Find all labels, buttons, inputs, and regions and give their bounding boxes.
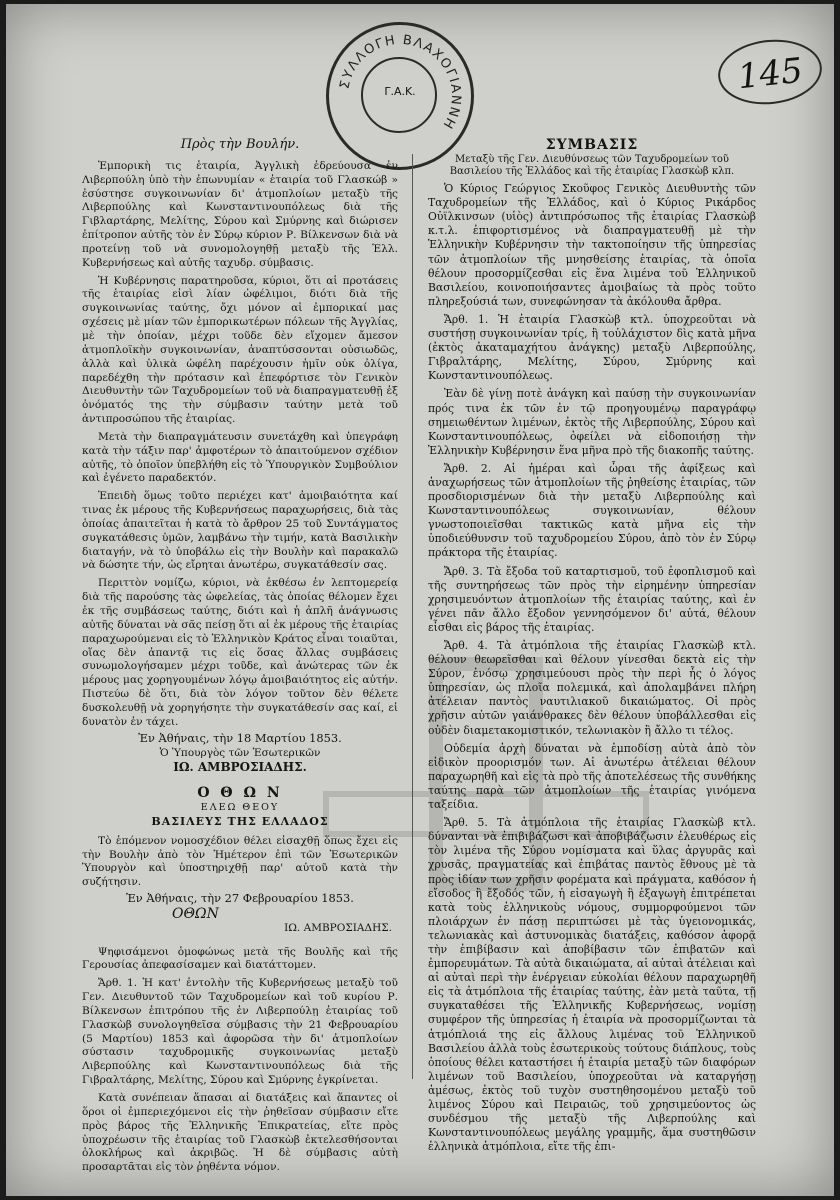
paragraph: Μετὰ τὴν διαπραγμάτευσιν συνετάχθη καὶ ὑπεγράφη κατὰ τὴν τάξιν παρ' ἀμφοτέρων τὸ ἀπαιτούμενον σχέδιον αὐτῆς, τὸ ὁποῖον ὑπεβλήθη εἰς τὸ Ὑπουργικὸν Συμβούλιον καὶ ἐγένετο παραδεκτόν. [82, 430, 398, 485]
paragraph: Ἄρθ. 3. Τὰ ἔξοδα τοῦ καταρτισμοῦ, τοῦ ἐφοπλισμοῦ καὶ τῆς συντηρήσεως τῶν πρὸς τὴν εἰρημένην ὑπηρεσίαν χρησιμευόντων ἀτμοπλοίων τῆς ἑταιρίας ταύτης, καὶ ἐν γένει πᾶν ἄλλο ἔξοδον γεννησόμενον δι' αὐτά, θέλουν εἶσθαι εἰς βάρος τῆς ἑταιρίας. [428, 564, 756, 634]
right-paragraphs [428, 182, 756, 1154]
paragraph: Ὁ Κύριος Γεώργιος Σκοῦφος Γενικὸς Διευθυντὴς τῶν Ταχυδρομείων τῆς Ἑλλάδος, καὶ ὁ Κύριος Ρικάρδος Οὐϊλκινσων (υἱὸς) ἀντιπρόσωπος τῆς ἑταιρίας Γλασκὼβ κ.τ.λ. ἐπιφορτισμένος νὰ διαπραγματευθῇ μὲ τὴν Ἑλληνικὴν Κυβέρνησιν τὴν τακτοποίησιν τῆς ὑπηρεσίας τῶν ἀτμοπλοίων τῆς μνησθείσης ἑταιρίας, τὰ ὁποῖα θέλουν προσορμίζεσθαι εἰς ἕνα λιμένα τοῦ Ἑλληνικοῦ Βασιλείου, κοινοποιήσαντες ἀμοιβαίως τὰ πρὸς τοῦτο πληρεξούσιά των, συνεφώνησαν τὰ ἀκόλουθα ἄρθρα. [428, 182, 756, 308]
stamp-center-text: Γ.Α.Κ. [384, 85, 416, 98]
right-subheading: Μεταξὺ τῆς Γεν. Διευθύνσεως τῶν Ταχυδρομείων τοῦ Βασιλείου τῆς Ἑλλάδος καὶ τῆς ἑταιρίας Γλασκὼβ κλπ. [449, 154, 735, 178]
paragraph: Ἄρθ. 4. Τὰ ἀτμόπλοια τῆς ἑταιρίας Γλασκὼβ κτλ. θέλουν θεωρεῖσθαι καὶ θέλουν γίνεσθαι δεκτὰ εἰς τὴν Σύρον, ἐνόσῳ χρησιμεύουσι πρὸς τὴν περὶ ἧς ὁ λόγος ὑπηρεσίαν, ὡς πλοῖα πολεμικά, καὶ ἀπολαμβάνει πλήρη ἀτέλειαν παντὸς ναυτιλιακοῦ δικαιώματος. Οἱ πρὸς χρῆσιν αὐτῶν γαιάνθρακες δὲν θέλουν ὑποβάλλεσθαι εἰς οὐδὲν διαμετακομιστικόν, τελωνιακὸν ἢ ἄλλο τι τέλος. [428, 639, 756, 737]
law-closing: Κατὰ συνέπειαν ἅπασαι αἱ διατάξεις καὶ ἅπαντες οἱ ὅροι οἱ ἐμπεριεχόμενοι εἰς τὴν ῥηθεῖσαν σύμβασιν εἴτε πρὸς βάρος τῆς Ἑλληνικῆς Ἐπικρατείας, εἴτε πρὸς ὑποχρέωσιν τῆς ἑταιρίας τοῦ Γλασκὼβ ἐκτελεσθήσονται ὁλοκλήρως καὶ ἀκριβῶς. Ἡ δὲ σύμβασις αὐτὴ προσαρτᾶται εἰς τὸν ῥηθέντα νόμον. [82, 1092, 398, 1174]
paragraph: Περιττὸν νομίζω, κύριοι, νὰ ἐκθέσω ἐν λεπτομερείᾳ διὰ τῆς παρούσης τὰς ὠφελείας, τὰς ὁποίας θέλομεν ἔχει ἐκ τῆς συμβάσεως ταύτης, διότι καὶ ἡ ἁπλῆ ἀνάγνωσις αὐτῆς δύναται νὰ σᾶς πείσῃ ὅτι αἱ ἐκ μέρους τῆς ἑταιρίας παραχωρούμεναι εἰς τὸ Ἑλληνικὸν Κράτος εἶναι τοιαῦται, οἵας δὲν ἀπαντᾷ τις εἰς ὅσας ἄλλας συμβάσεις συνωμολογήσαμεν μέχρι τοῦδε, καὶ ἀνώτερας τῶν ἐκ μέρους μας χορηγουμένων λόγῳ ἀμοιβαιότητος εἰς αὐτήν. Πιστεύω δὲ ὅτι, διὰ τὸν λόγον τοῦτον δὲν θέλετε δυσκολευθῇ νὰ χορηγήσητε τὴν συγκατάθεσίν σας καί, εἰ δυνατὸν ἐν τάχει. [82, 577, 398, 728]
right-heading: ΣΥΜΒΑΣΙΣ [545, 137, 639, 153]
left-column [82, 132, 398, 1175]
paragraph: Ἄρθ. 1. Ἡ ἑταιρία Γλασκὼβ κτλ. ὑποχρεοῦται νὰ συστήσῃ συγκοινωνίαν τρίς, ἢ τοὐλάχιστον δὶς κατὰ μῆνα (ἐκτὸς ἀκαταμαχήτου ἀνάγκης) μεταξὺ Λιβερπούλης, Γιβραλτάρης, Μελίτης, Σύρου, Σμύρνης καὶ Κωνσταντινουπόλεως. [428, 312, 756, 383]
date-line-2: Ἐν Ἀθήναις, τὴν 27 Φεβρουαρίου 1853. [126, 891, 354, 906]
minister-title: Ὁ Ὑπουργὸς τῶν Ἐσωτερικῶν [159, 747, 321, 760]
page-number-circle [715, 35, 825, 110]
king-title: ΒΑΣΙΛΕΥΣ ΤΗΣ ΕΛΛΑΔΟΣ [151, 814, 329, 828]
svg-text:ΣΥΛΛΟΓΗ ΒΛΑΧΟΓΙΑΝΝΗ: ΣΥΛΛΟΓΗ ΒΛΑΧΟΓΙΑΝΝΗ [337, 32, 464, 132]
paragraph: Ἡ Κυβέρνησις παρατηροῦσα, κύριοι, ὅτι αἱ προτάσεις τῆς ἑταιρίας εἰσὶ λίαν ὠφέλιμοι, διότι διὰ τῆς συγκοινωνίας ταύτης, ὄχι μόνον αἱ ἐμπορικαί μας σχέσεις μὲ μίαν τῶν ἐμπορικωτέρων πόλεων τῆς Ἀγγλίας, μὲ τὴν ὁποίαν, μέχρι τοῦδε δὲν εἴχομεν ἄμεσον ἀτμοπλοϊκὴν συγκοινωνίαν, ἀναπτύσσονται οὐσιωδῶς, ἀλλὰ καὶ ὑλικὰ ὠφέλη παρέχουσιν ἡμῖν οὐκ ὀλίγα, παρεδέχθη τὴν πρότασιν καὶ ἐπεφόρτισε τὸν Γενικὸν Διευθυντὴν τῶν Ταχυδρομείων τοῦ νὰ διαπραγματευθῇ ἐξ ὀνόματός της τὴν σύμβασιν ταύτην μετὰ τοῦ ἀντιπροσώπου τῆς ἑταιρίας. [82, 274, 398, 426]
right-column [428, 132, 756, 1154]
paragraph: Ἐπειδὴ ὅμως τοῦτο περιέχει κατ' ἀμοιβαιότητα καί τινας ἐκ μέρους τῆς Κυβερνήσεως παραχωρήσεις, διὰ τὰς ὁποίας ἀπαιτεῖται ἡ κατὰ τὸ ἄρθρον 25 τοῦ Συντάγματος συγκατάθεσις ὑμῶν, λαμβάνω τὴν τιμήν, κατὰ Βασιλικὴν διαταγήν, νὰ τὸ ὑποβάλω εἰς τὴν Βουλὴν καὶ παρακαλῶ νὰ δώσητε τήν, ὡς εἴρηται ἀνωτέρω, συγκατάθεσίν σας. [82, 490, 398, 572]
page-number: 145 [735, 50, 805, 98]
king-signature: ΟΘΩΝ [172, 905, 219, 922]
date-line-1: Ἐν Ἀθήναις, τὴν 18 Μαρτίου 1853. [138, 730, 342, 745]
paragraph: Ἐμπορικὴ τις ἑταιρία, Ἀγγλικὴ ἑδρεύουσα ἐν Λιβερπούλη ὑπὸ τὴν ἐπωνυμίαν « ἑταιρία τοῦ Γλασκώβ » ἐσύστησε συγκοινωνίαν δι' ἀτμοπλοίων μεταξὺ τῆς Λιβερπούλης καὶ Κωνσταντινουπόλεως διὰ τῆς Γιβλαρτάρης, Μελίτης, Σύρου καὶ Σμύρνης καὶ διώρισεν ἐπίτροπον αὐτῆς τὸν ἐν Σύρῳ κύριον Ρ. Βίλκενσων διὰ νὰ προτείνῃ τοῦ νὰ συνομολογηθῇ μεταξὺ τῆς Ἑλλ. Κυβερνήσεως καὶ αὐτῆς ταχυδρ. σύμβασις. [82, 159, 398, 269]
law-intro: Ψηφισάμενοι ὁμοφώνως μετὰ τῆς Βουλῆς καὶ τῆς Γερουσίας ἀπεφασίσαμεν καὶ διατάττομεν. [82, 945, 398, 972]
king-grace: ΕΛΕΩ ΘΕΟΥ [200, 801, 280, 813]
paragraph: Ἄρθ. 5. Τὰ ἀτμόπλοια τῆς ἑταιρίας Γλασκὼβ κτλ. δύνανται νὰ ἐπιβιβάζωσι καὶ ἀποβιβάζωσιν ἐλευθέρως εἰς τὸν λιμένα τῆς Σύρου νομίσματα καὶ ὕλας ἀργυρᾶς καὶ χρυσᾶς, πραγματείας καὶ ἐπιβάτας παντὸς ἔθνους μὲ τὰ πρὸς ἰδίαν των χρῆσιν φορέματα καὶ πράγματα, καθόσον ἡ εἴσοδος ἢ ἔξοδός τῶν, ἡ εἰσαγωγὴ ἢ ἐξαγωγὴ ἐπιτρέπεται κατὰ τοὺς ἑλληνικοὺς νόμους, συμμορφούμενοι τῶν πλοιάρχων ἐν πάσῃ περιπτώσει μὲ τὰς ὑγειονομικάς, τελωνιακὰς καὶ ἀστυνομικὰς διατάξεις, καθόσον ἀφορᾷ τὴν ἐπιβίβασιν καὶ ἀποβίβασιν τῶν ἐπιβατῶν καὶ ἐμπορευμάτων. Τὰ αὐτὰ δικαιώματα, αἱ αὐταὶ ἀτέλειαι καὶ αἱ αὐταὶ περὶ τὴν ἐνέργειαν εὐκολίαι θέλουν παραχωρηθῆ εἰς τὰ ἀτμόπλοια τῆς ἑταιρίας ταύτης, ἐὰν μετὰ ταῦτα, τῇ συγκαταθέσει τῆς Ἑλληνικῆς Κυβερνήσεως, νομίσῃ συμφέρον τῆς ὑπηρεσίας ἡ ἑταιρία νὰ προσορμίζωνται τὰ ἀτμόπλοιά της εἰς ἄλλους λιμένας τοῦ Ἑλληνικοῦ Βασιλείου ἀλλὰ τοὺς ἐσωτερικοὺς τούτους διάπλους, τοὺς ὁποίους θέλει καταστήσει ἡ ἑταιρία μεταξὺ τῶν διαφόρων λιμένων τοῦ Βασιλείου, ὑποχρεοῦται νὰ καταργήσῃ ἀμέσως, ἐκτὸς τοῦ τυχὸν συστηθησομένου μεταξὺ τοῦ λιμένος Σύρου καὶ Πειραιῶς, τοῦ χρησιμεύοντος ὡς συνδέσμου τῆς μεταξὺ τῆς Λιβερπούλης καὶ Κωνσταντινουπόλεως μεγάλης γραμμῆς, ἅμα συστηθῶσιν ἑλληνικὰ ἀτμόπλοια, εἴτε τῆς ἐπι- [428, 816, 756, 1154]
law-article-1: Ἄρθ. 1. Ἡ κατ' ἐντολὴν τῆς Κυβερνήσεως μεταξὺ τοῦ Γεν. Διευθυντοῦ τῶν Ταχυδρομείων καὶ τοῦ κυρίου Ρ. Βίλκενσων ἐπιτρόπου τῆς ἐν Λιβερπούλῃ ἑταιρίας τοῦ Γλασκὼβ συνολογηθεῖσα σύμβασις τὴν 21 Φεβρουαρίου (5 Μαρτίου) 1853 καὶ ἀφορῶσα τὴν δι' ἀτμοπλοίων σύστασιν ταχυδρομικῆς συγκοινωνίας μεταξὺ Λιβερπούλης καὶ Κωνσταντινουπόλεως διὰ τῆς Γιβραλτάρης, Μελίτης, Σύρου καὶ Σμύρνης ἐγκρίνεται. [82, 977, 398, 1087]
left-paragraphs [82, 160, 398, 730]
minister-name: ΙΩ. ΑΜΒΡΟΣΙΑΔΗΣ. [173, 760, 307, 775]
column-divider [412, 154, 413, 1079]
paragraph: Οὐδεμία ἀρχὴ δύναται νὰ ἐμποδίσῃ αὐτὰ ἀπὸ τὸν εἰδικὸν προορισμόν των. Αἱ ἀνωτέρω ἀτέλειαι θέλουν παραχωρηθῆ καὶ εἰς τὰ πρὸ τῆς ἀποτελέσεως τῆς συνθήκης ταύτης παρὰ τῶν ἀτμοπλοίων τῆς ἑταιρίας γινόμενα ταξείδια. [428, 741, 756, 812]
king-name: Ο Θ Ω Ν [197, 785, 283, 802]
left-heading: Πρὸς τὴν Βουλήν. [180, 137, 300, 152]
paragraph: Ἐὰν δὲ γίνῃ ποτὲ ἀνάγκη καὶ παύσῃ τὴν συγκοινωνίαν πρός τινα ἐκ τῶν ἐν τῷ προηγουμένῳ παραγράφῳ σημειωθέντων λιμένων, ἐκτὸς τῆς Λιβερπούλης, Σύρου καὶ Κωνσταντινουπόλεως, ὀφείλει νὰ εἰδοποιήσῃ τὴν Ἑλληνικὴν Κυβέρνησιν ἕνα μῆνα πρὸ τῆς διακοπῆς ταύτης. [428, 387, 756, 457]
decree-text: Τὸ ἑπόμενον νομοσχέδιον θέλει εἰσαχθῇ ὅπως ἔχει εἰς τὴν Βουλὴν ἀπὸ τὸν Ἡμέτερον ἐπὶ τῶν Ἐσωτερικῶν Ὑπουργὸν καὶ ὑποστηριχθῇ παρ' αὐτοῦ κατὰ τὴν συζήτησιν. [82, 834, 398, 889]
document-page [6, 4, 834, 1196]
countersignature: ΙΩ. ΑΜΒΡΟΣΙΑΔΗΣ. [284, 921, 392, 934]
paragraph: Ἄρθ. 2. Αἱ ἡμέραι καὶ ὧραι τῆς ἀφίξεως καὶ ἀναχωρήσεως τῶν ἀτμοπλοίων τῆς ῥηθείσης ἑταιρίας, τῶν προσδιορισμένων διὰ τὴν μεταξὺ Λιβερπούλης καὶ Κωνσταντινουπόλεως συγκοινωνίαν, θέλουν γνωστοποιεῖσθαι τακτικῶς κατὰ μῆνα εἰς τὴν ὑποδιεύθυνσιν τοῦ ταχυδρομείου Σύρου, ἀπὸ τὸν ἐν Σύρῳ πράκτορα τῆς ἑταιρίας. [428, 461, 756, 560]
